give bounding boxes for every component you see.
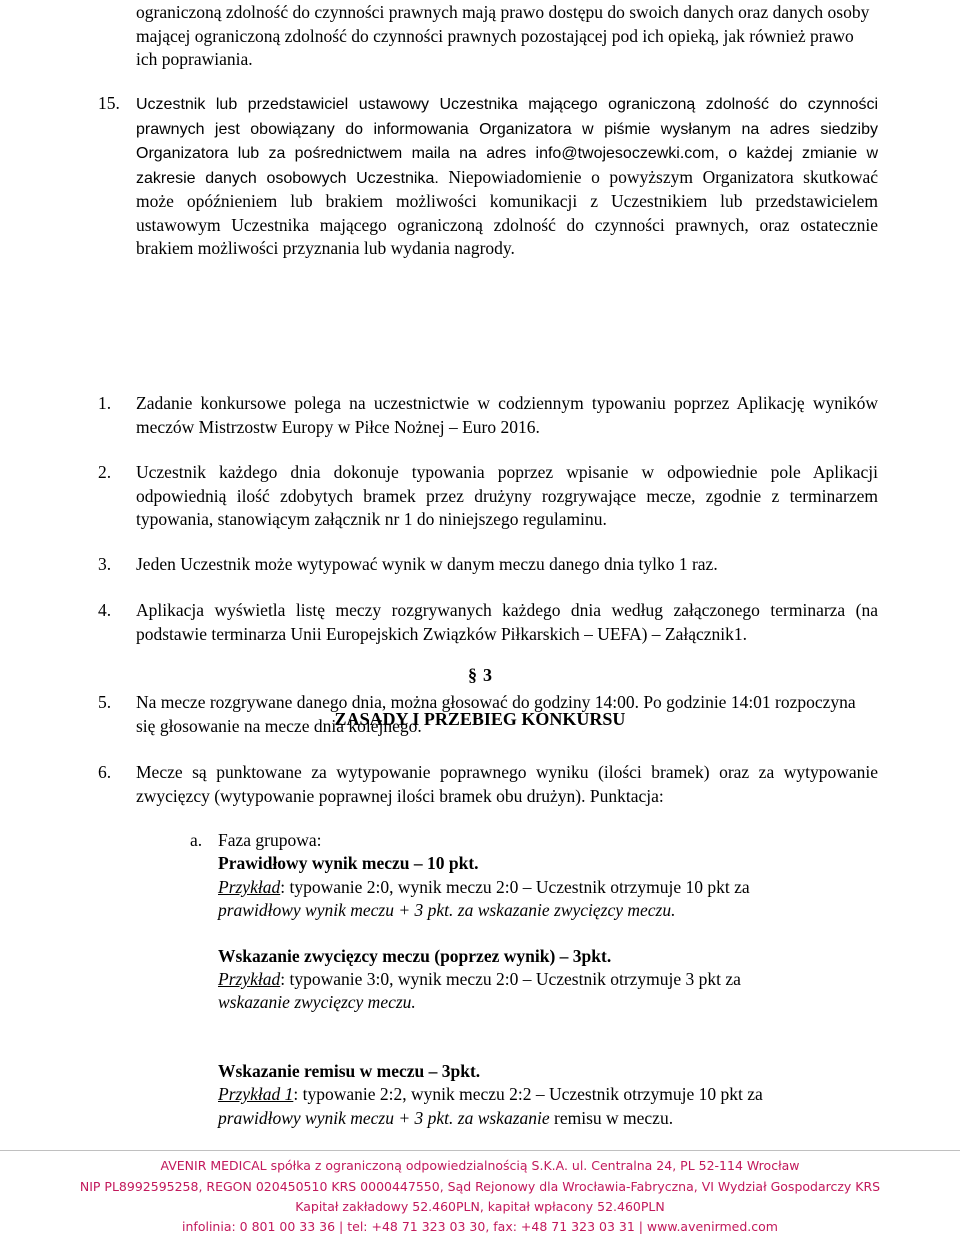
footer-line-3: Kapitał zakładowy 52.460PLN, kapitał wpłacony 52.460PLN bbox=[295, 1199, 665, 1214]
section-title: ZASADY I PRZEBIEG KONKURSU bbox=[334, 709, 626, 729]
item-3-text: Jeden Uczestnik może wytypować wynik w danym meczu danego dnia tylko 1 raz. bbox=[136, 554, 718, 574]
rule-3-heading: Wskazanie remisu w meczu – 3pkt. bbox=[218, 1061, 481, 1081]
rule-2-example-italic: wskazanie zwycięzcy meczu. bbox=[218, 992, 416, 1012]
footer-line-4: infolinia: 0 801 00 33 36 | tel: +48 71 323 03 30, fax: +48 71 323 03 31 | www.avenirmed.com bbox=[182, 1219, 778, 1234]
rule-2-heading: Wskazanie zwycięzcy meczu (poprzez wynik) – 3pkt. bbox=[218, 946, 612, 966]
paragraph-15-text-a: Uczestnik lub przedstawiciel ustawowy Uczestnika mającego ograniczoną zdolność do czynności prawnych jest obowiązany do informowania Organizatora w piśmie wysłanym na adres siedziby Organizatora lub za pośrednictwem maila na adres info@twojesoczewki.com, o każdej zmianie w zakresie danych osobowych Uczestnika. bbox=[136, 96, 878, 187]
rule-1-example bbox=[218, 876, 858, 900]
rule-3-example-text: : typowanie 2:2, wynik meczu 2:2 – Uczestnik otrzymuje 10 pkt za bbox=[293, 1084, 763, 1104]
rule-3-example-continuation bbox=[218, 1107, 673, 1131]
rule-1-example-label: Przykład bbox=[218, 877, 281, 897]
rule-3-example bbox=[218, 1083, 858, 1107]
top-paragraph: ograniczoną zdolność do czynności prawnych mają prawo dostępu do swoich danych oraz danych osoby mającej ograniczoną zdolność do czynności prawnych pozostającej pod ich opieką, jak również prawo ich poprawiania. bbox=[136, 2, 870, 69]
paragraph-15 bbox=[136, 92, 878, 261]
section-symbol: § bbox=[468, 665, 477, 685]
rule-3-example-tail: remisu w meczu. bbox=[549, 1108, 674, 1128]
rule-1-heading: Prawidłowy wynik meczu – 10 pkt. bbox=[218, 853, 479, 873]
rule-2-example-label: Przykład bbox=[218, 969, 281, 989]
sub-a-heading: Faza grupowa: bbox=[218, 830, 322, 850]
item-6-number: 6. bbox=[98, 762, 112, 782]
footer-line-2: NIP PL8992595258, REGON 020450510 KRS 0000447550, Sąd Rejonowy dla Wrocławia-Fabryczna, VI Wydział Gospodarczy KRS bbox=[79, 1179, 881, 1194]
company-footer bbox=[0, 1150, 960, 1242]
rule-3-example-italic: prawidłowy wynik meczu + 3 pkt. za wskazanie bbox=[218, 1108, 550, 1128]
paragraph-15-number: 15. bbox=[98, 93, 120, 113]
footer-line-1: AVENIR MEDICAL spółka z ograniczoną odpowiedzialnością S.K.A. ul. Centralna 24, PL 52-114 Wrocław bbox=[160, 1158, 800, 1173]
item-5-text: Na mecze rozgrywane danego dnia, można głosować do godziny 14:00. Po godzinie 14:01 rozpoczyna się głosowanie na mecze dnia kolejnego. bbox=[136, 692, 856, 736]
rule-2-example bbox=[218, 968, 858, 992]
section-number bbox=[0, 665, 960, 686]
item-1-number: 1. bbox=[98, 393, 112, 413]
item-6-text: Mecze są punktowane za wytypowanie poprawnego wyniku (ilości bramek) oraz za wytypowanie zwycięzcy (wytypowanie poprawnej ilości bramek obu drużyn). Punktacja: bbox=[136, 762, 878, 806]
item-1-text: Zadanie konkursowe polega na uczestnictwie w codziennym typowaniu poprzez Aplikację wyników meczów Mistrzostw Europy w Piłce Nożnej – Euro 2016. bbox=[136, 393, 878, 437]
paragraph-15-text-b: Niepowiadomienie o powyższym Organizatora skutkować może opóźnieniem lub brakiem możliwości komunikacji z Uczestnikiem lub przedstawicielem ustawowym Uczestnika mającego ograniczoną zdolność do czynności prawnych, oraz ostatecznie brakiem możliwości przyznania lub wydania nagrody. bbox=[136, 166, 878, 258]
item-4-number: 4. bbox=[98, 600, 112, 620]
item-2-number: 2. bbox=[98, 462, 112, 482]
rule-3-example-label: Przykład 1 bbox=[218, 1084, 294, 1104]
rule-2-example-text: : typowanie 3:0, wynik meczu 2:0 – Uczestnik otrzymuje 3 pkt za bbox=[280, 969, 741, 989]
item-4-text: Aplikacja wyświetla listę meczy rozgrywanych każdego dnia według załączonego terminarza (na podstawie terminarza Unii Europejskich Związków Piłkarskich – UEFA) – Załącznik1. bbox=[136, 600, 878, 644]
item-2-text: Uczestnik każdego dnia dokonuje typowania poprzez wpisanie w odpowiednie pole Aplikacji odpowiednią ilość zdobytych bramek przez drużyny rozgrywające mecze, zgodnie z terminarzem typowania, stanowiącym załącznik nr 1 do niniejszego regulaminu. bbox=[136, 462, 878, 529]
item-3-number: 3. bbox=[98, 554, 112, 574]
section-number-value: 3 bbox=[483, 665, 492, 685]
item-5-number: 5. bbox=[98, 692, 112, 712]
sub-a-letter: a. bbox=[190, 830, 203, 850]
rule-1-example-italic: prawidłowy wynik meczu + 3 pkt. za wskazanie zwycięzcy meczu. bbox=[218, 900, 676, 920]
rule-1-example-text: : typowanie 2:0, wynik meczu 2:0 – Uczestnik otrzymuje 10 pkt za bbox=[280, 877, 750, 897]
